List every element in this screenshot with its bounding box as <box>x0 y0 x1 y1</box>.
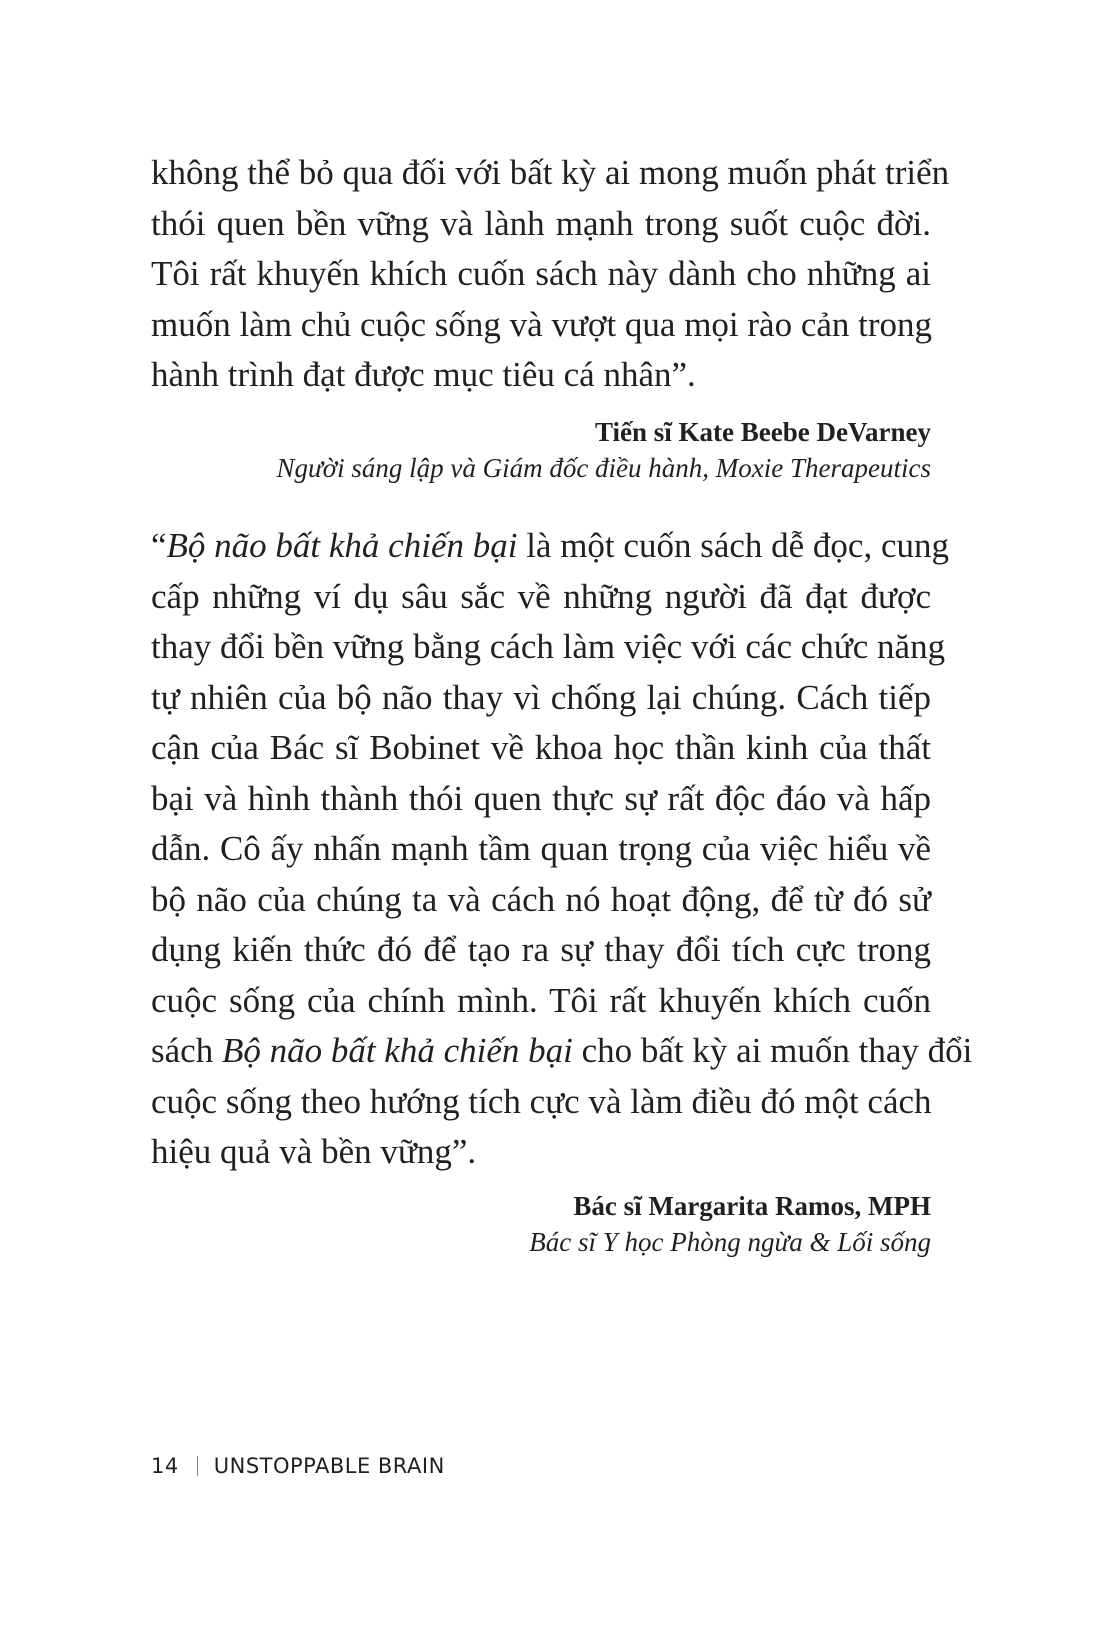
line-text: sách <box>151 1031 222 1070</box>
paragraph-line: dụng kiến thức đó để tạo ra sự thay đổi tích cực trong <box>151 930 931 969</box>
page-footer <box>151 1451 445 1481</box>
book-title-italic: Bộ não bất khả chiến bại <box>221 1031 573 1070</box>
attribution-name: Bác sĩ Margarita Ramos, MPH <box>573 1191 931 1221</box>
attribution-title: Người sáng lập và Giám đốc điều hành, Moxie Therapeutics <box>276 453 931 483</box>
quote-paragraph-continued <box>151 148 950 401</box>
paragraph-line: hiệu quả và bền vững”. <box>151 1132 477 1171</box>
page-number: 14 <box>151 1454 179 1478</box>
paragraph-line: Tôi rất khuyến khích cuốn sách này dành cho những ai <box>151 254 931 293</box>
paragraph-line: tự nhiên của bộ não thay vì chống lại chúng. Cách tiếp <box>151 677 931 717</box>
paragraph-line <box>151 1026 973 1077</box>
paragraph-line: cuộc sống theo hướng tích cực và làm điều đó một cách <box>151 1081 932 1121</box>
open-quote: “ <box>151 526 167 565</box>
line-text: là một cuốn sách dễ đọc, cung <box>517 526 949 565</box>
testimonial-attribution <box>529 1188 931 1260</box>
paragraph-line: bộ não của chúng ta và cách nó hoạt động, để từ đó sử <box>151 879 931 919</box>
paragraph-line: cấp những ví dụ sâu sắc về những người đã đạt được <box>151 576 931 616</box>
paragraph-line: muốn làm chủ cuộc sống và vượt qua mọi rào cản trong <box>151 304 933 344</box>
quote-paragraph <box>151 521 973 1178</box>
paragraph-line: cận của Bác sĩ Bobinet về khoa học thần kinh của thất <box>151 728 931 767</box>
footer-divider <box>197 1456 198 1476</box>
book-title-italic: Bộ não bất khả chiến bại <box>166 526 518 565</box>
paragraph-line: thay đổi bền vững bằng cách làm việc với các chức năng <box>151 627 946 666</box>
running-title: UNSTOPPABLE BRAIN <box>213 1454 445 1478</box>
attribution-name: Tiến sĩ Kate Beebe DeVarney <box>595 417 931 447</box>
attribution-title: Bác sĩ Y học Phòng ngừa & Lối sống <box>529 1227 931 1257</box>
paragraph-line <box>151 521 949 572</box>
paragraph-line: thói quen bền vững và lành mạnh trong suốt cuộc đời. <box>151 203 931 243</box>
paragraph-line: bại và hình thành thói quen thực sự rất độc đáo và hấp <box>151 778 931 818</box>
paragraph-line: cuộc sống của chính mình. Tôi rất khuyến khích cuốn <box>151 980 931 1020</box>
testimonial-attribution <box>276 414 931 486</box>
paragraph-line: không thể bỏ qua đối với bất kỳ ai mong muốn phát triển <box>151 153 950 192</box>
paragraph-line: hành trình đạt được mục tiêu cá nhân”. <box>151 355 696 394</box>
line-text: cho bất kỳ ai muốn thay đổi <box>572 1031 973 1070</box>
paragraph-line: dẫn. Cô ấy nhấn mạnh tầm quan trọng của việc hiểu về <box>151 829 931 868</box>
